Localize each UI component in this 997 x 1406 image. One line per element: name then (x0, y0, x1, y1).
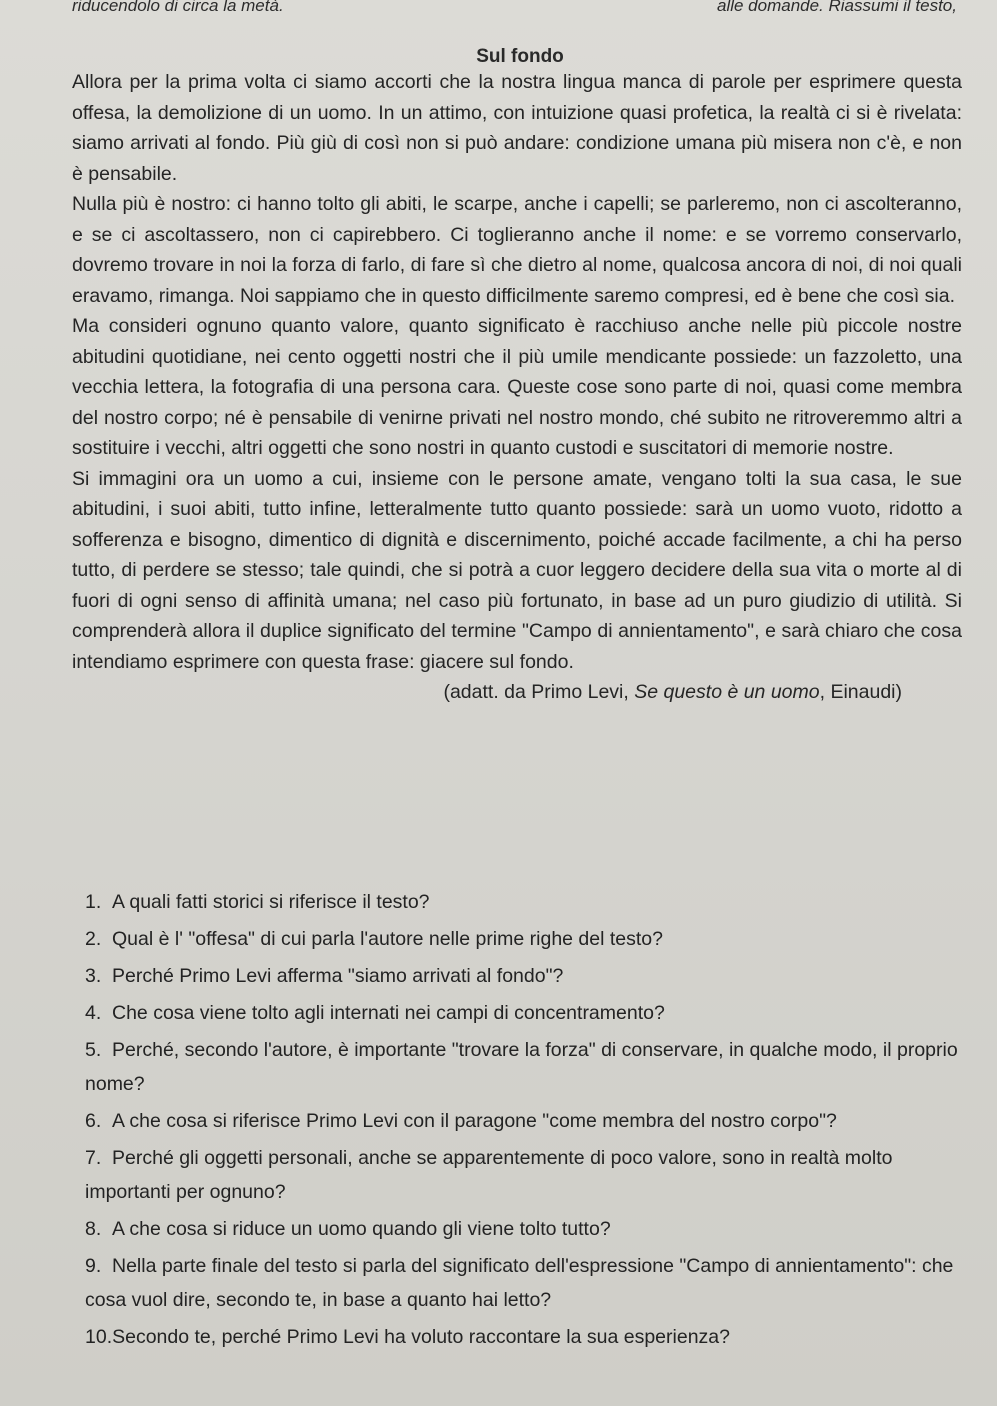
question-text: Perché, secondo l'autore, è importante "trovare la forza" di conservare, in qualche modo, il proprio nome? (85, 1039, 958, 1095)
question-item (85, 1104, 965, 1138)
question-text: Perché Primo Levi afferma "siamo arrivati al fondo"? (112, 965, 564, 987)
header-fragment-right: alle domande. Riassumi il testo, (716, 0, 957, 15)
paragraph-4-text: Si immagini ora un uomo a cui, insieme con le persone amate, vengano tolti la sua casa, le sue abitudini, i suoi abiti, tutto infine, letteralmente tutto quanto possiede: sarà un uomo vuoto, ridotto a sofferenza e bisogno, dimentico di dignità e discernimento, poiché accade facilmente, a chi ha perso tutto, di perdere se stesso; tale quindi, che si potrà a cuor leggero decidere della sua vita o morte al di fuori di ogni senso di affinità umana; nel caso più fortunato, in base ad un puro giudizio di utilità. Si comprenderà allora il duplice significato del termine "Campo di annientamento", e sarà chiaro che cosa intendiamo esprimere con questa frase: giacere sul fondo. (72, 467, 962, 673)
header-fragment-left: riducendolo di circa la metà. (72, 0, 284, 15)
source-prefix: (adatt. da Primo Levi, (443, 681, 635, 703)
question-text: A che cosa si riduce un uomo quando gli viene tolto tutto? (112, 1218, 611, 1240)
question-text: Perché gli oggetti personali, anche se apparentemente di poco valore, sono in realtà molto importanti per ognuno? (85, 1147, 893, 1203)
question-text: A che cosa si riferisce Primo Levi con il paragone "come membra del nostro corpo"? (112, 1110, 837, 1132)
question-text: Che cosa viene tolto agli internati nei campi di concentramento? (112, 1002, 665, 1024)
question-text: A quali fatti storici si riferisce il testo? (112, 891, 430, 913)
question-number: 2. (85, 928, 102, 950)
source-citation (443, 677, 902, 708)
question-number: 8. (85, 1218, 102, 1240)
source-work-title: Se questo è un uomo (634, 681, 820, 703)
question-text: Secondo te, perché Primo Levi ha voluto raccontare la sua esperienza? (112, 1326, 730, 1348)
question-number: 9. (85, 1255, 102, 1277)
question-item (85, 1320, 965, 1354)
question-item (85, 1033, 965, 1101)
paragraph-2: Nulla più è nostro: ci hanno tolto gli abiti, le scarpe, anche i capelli; se parleremo, non ci ascolteranno, e se ci ascoltassero, non ci capirebbero. Ci toglieranno anche il nome: e se vorremo conservarlo, dovremo trovare in noi la forza di farlo, di fare sì che dietro al nome, qualcosa ancora di noi, di noi quali eravamo, rimanga. Noi sappiamo che in questo difficilmente saremo compresi, ed è bene che così sia. (72, 193, 962, 307)
question-item (85, 1141, 965, 1209)
question-text: Qual è l' "offesa" di cui parla l'autore nelle prime righe del testo? (112, 928, 663, 950)
question-item (85, 959, 965, 993)
page-title: Sul fondo (476, 46, 564, 67)
question-number: 5. (85, 1039, 102, 1061)
paragraph-1: Allora per la prima volta ci siamo accorti che la nostra lingua manca di parole per esprimere questa offesa, la demolizione di un uomo. In un attimo, con intuizione quasi profetica, la realtà ci si è rivelata: siamo arrivati al fondo. Più giù di così non si può andare: condizione umana più misera non c'è, e non è pensabile. (72, 71, 962, 185)
question-item (85, 996, 965, 1030)
question-number: 3. (85, 965, 102, 987)
question-number: 6. (85, 1110, 102, 1132)
question-item (85, 1212, 965, 1246)
paragraph-3: Ma consideri ognuno quanto valore, quanto significato è racchiuso anche nelle più piccole nostre abitudini quotidiane, nei cento oggetti nostri che il più umile mendicante possiede: un fazzoletto, una vecchia lettera, la fotografia di una persona cara. Queste cose sono parte di noi, quasi come membra del nostro corpo; né è pensabile di venirne privati nel nostro mondo, ché subito ne ritroveremmo altri a sostituire i vecchi, altri oggetti che sono nostri in quanto custodi e suscitatori di memorie nostre. (72, 315, 962, 459)
paragraph-4 (72, 464, 962, 703)
question-item (85, 1249, 965, 1317)
question-number: 4. (85, 1002, 102, 1024)
question-item (85, 885, 965, 919)
question-item (85, 922, 965, 956)
question-list (85, 885, 965, 1357)
question-number: 7. (85, 1147, 102, 1169)
question-text: Nella parte finale del testo si parla del significato dell'espressione "Campo di annientamento": che cosa vuol dire, secondo te, in base a quanto hai letto? (85, 1255, 954, 1311)
article-body (72, 67, 962, 708)
question-number: 1. (85, 891, 102, 913)
question-number: 10. (85, 1326, 113, 1348)
source-suffix: , Einaudi) (819, 681, 902, 703)
